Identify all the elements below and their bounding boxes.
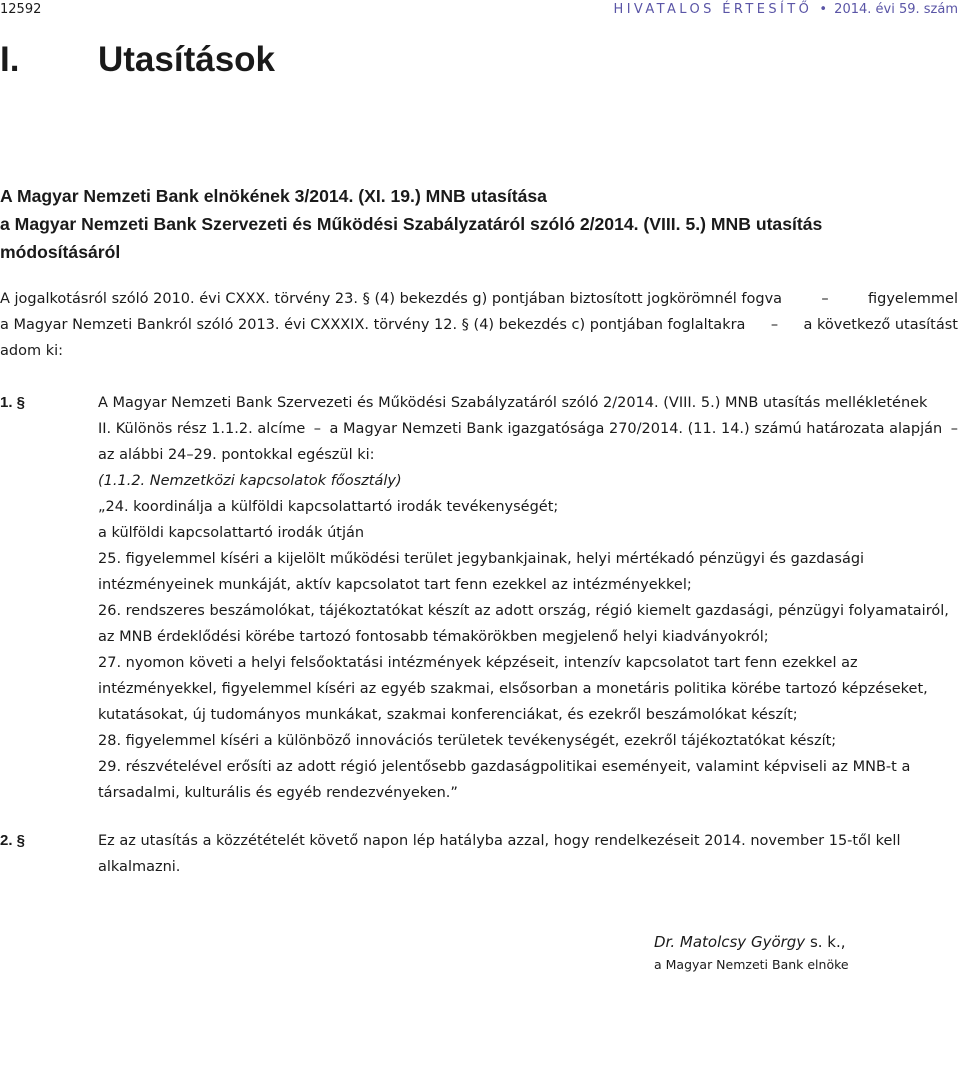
document-title-line: a Magyar Nemzeti Bank Szervezeti és Működési Szabályzatáról szóló 2/2014. (VIII. 5.) MNB utasítás	[0, 214, 823, 234]
item-25-line: 25. figyelemmel kíséri a kijelölt működési terület jegybankjainak, helyi mértékadó pénzügyi és gazdasági	[98, 551, 865, 567]
issue-label: 2014. évi 59. szám	[834, 2, 958, 17]
preamble-text: a következő utasítást	[803, 317, 958, 333]
preamble-text: A jogalkotásról szóló 2010. évi CXXX. törvény 23. § (4) bekezdés g) pontjában biztosított jogkörömnél fogva	[0, 291, 783, 307]
paragraph-line: alkalmazni.	[98, 859, 181, 875]
header-separator: •	[819, 2, 828, 17]
preamble-dash: –	[821, 291, 829, 307]
paragraph-body	[98, 390, 958, 806]
preamble-line	[0, 286, 958, 312]
item-27-line: intézményekkel, figyelemmel kíséri az egyéb szakmai, elsősorban a monetáris politika körébe tartozó képzéseket,	[98, 681, 928, 697]
signatory-suffix: s. k.,	[805, 933, 846, 951]
document-title-line: A Magyar Nemzeti Bank elnökének 3/2014. (XI. 19.) MNB utasítása	[0, 186, 547, 206]
section-heading	[0, 40, 275, 80]
publication-info	[614, 2, 958, 17]
item-27-line: kutatásokat, új tudományos munkákat, szakmai konferenciákat, és ezekről beszámolókat készít;	[98, 707, 798, 723]
page-header	[0, 2, 960, 24]
signatory-name: Dr. Matolcsy György	[654, 933, 806, 951]
item-29-line: társadalmi, kulturális és egyéb rendezvényeken.”	[98, 785, 458, 801]
item-25-line: intézményeinek munkáját, aktív kapcsolatot tart fenn ezekkel az intézményekkel;	[98, 577, 692, 593]
signatory-role: a Magyar Nemzeti Bank elnöke	[654, 957, 849, 972]
paragraph-line: A Magyar Nemzeti Bank Szervezeti és Működési Szabályzatáról szóló 2/2014. (VIII. 5.) MNB utasítás mellékletének	[98, 395, 928, 411]
item-26-line: az MNB érdeklődési körébe tartozó fontosabb témakörökben megjelenő helyi kiadványokról;	[98, 629, 769, 645]
item-27-line: 27. nyomon követi a helyi felsőoktatási intézmények képzéseit, intenzív kapcsolatot tart fenn ezekkel az	[98, 655, 858, 671]
preamble-text: figyelemmel	[868, 291, 958, 307]
preamble-text: a Magyar Nemzeti Bankról szóló 2013. évi CXXXIX. törvény 12. § (4) bekezdés c) pontjában foglaltakra	[0, 317, 746, 333]
signature-block	[654, 930, 849, 976]
item-24-line: a külföldi kapcsolattartó irodák útján	[98, 525, 365, 541]
paragraph-number: 1. §	[0, 394, 26, 411]
paragraph-number: 2. §	[0, 832, 26, 849]
preamble	[0, 286, 958, 364]
paragraph-body	[98, 828, 958, 880]
preamble-line	[0, 312, 958, 338]
paragraph-dash: –	[313, 421, 322, 437]
preamble-line: adom ki:	[0, 343, 64, 359]
signatory	[654, 930, 849, 954]
subsection-reference: (1.1.2. Nemzetközi kapcsolatok főosztály)	[98, 473, 402, 489]
item-29-line: 29. részvételével erősíti az adott régió jelentősebb gazdaságpolitikai eseményeit, valamint képviseli az MNB-t a	[98, 759, 911, 775]
preamble-dash: –	[770, 317, 779, 333]
document-title-line: módosításáról	[0, 242, 121, 262]
paragraph-text: II. Különös rész 1.1.2. alcíme	[98, 421, 306, 437]
section-title: Utasítások	[98, 40, 276, 79]
paragraph-line: Ez az utasítás a közzétételét követő napon lép hatályba azzal, hogy rendelkezéseit 2014. november 15-től kell	[98, 833, 901, 849]
item-28-line: 28. figyelemmel kíséri a különböző innovációs területek tevékenységét, ezekről tájékoztatókat készít;	[98, 733, 837, 749]
publication-name: HIVATALOS ÉRTESÍTŐ	[613, 2, 813, 17]
document-title	[0, 182, 958, 266]
item-24-line: „24. koordinálja a külföldi kapcsolattartó irodák tevékenységét;	[98, 499, 559, 515]
paragraph-line	[98, 416, 958, 442]
item-26-line: 26. rendszeres beszámolókat, tájékoztatókat készít az adott ország, régió kiemelt gazdasági, pénzügyi folyamatairól,	[98, 603, 949, 619]
paragraph-text: a Magyar Nemzeti Bank igazgatósága 270/2014. (11. 14.) számú határozata alapján	[329, 421, 943, 437]
page-number: 12592	[0, 2, 42, 17]
section-number: I.	[0, 40, 20, 79]
paragraph-line: az alábbi 24–29. pontokkal egészül ki:	[98, 447, 375, 463]
paragraph-dash: –	[950, 421, 958, 437]
